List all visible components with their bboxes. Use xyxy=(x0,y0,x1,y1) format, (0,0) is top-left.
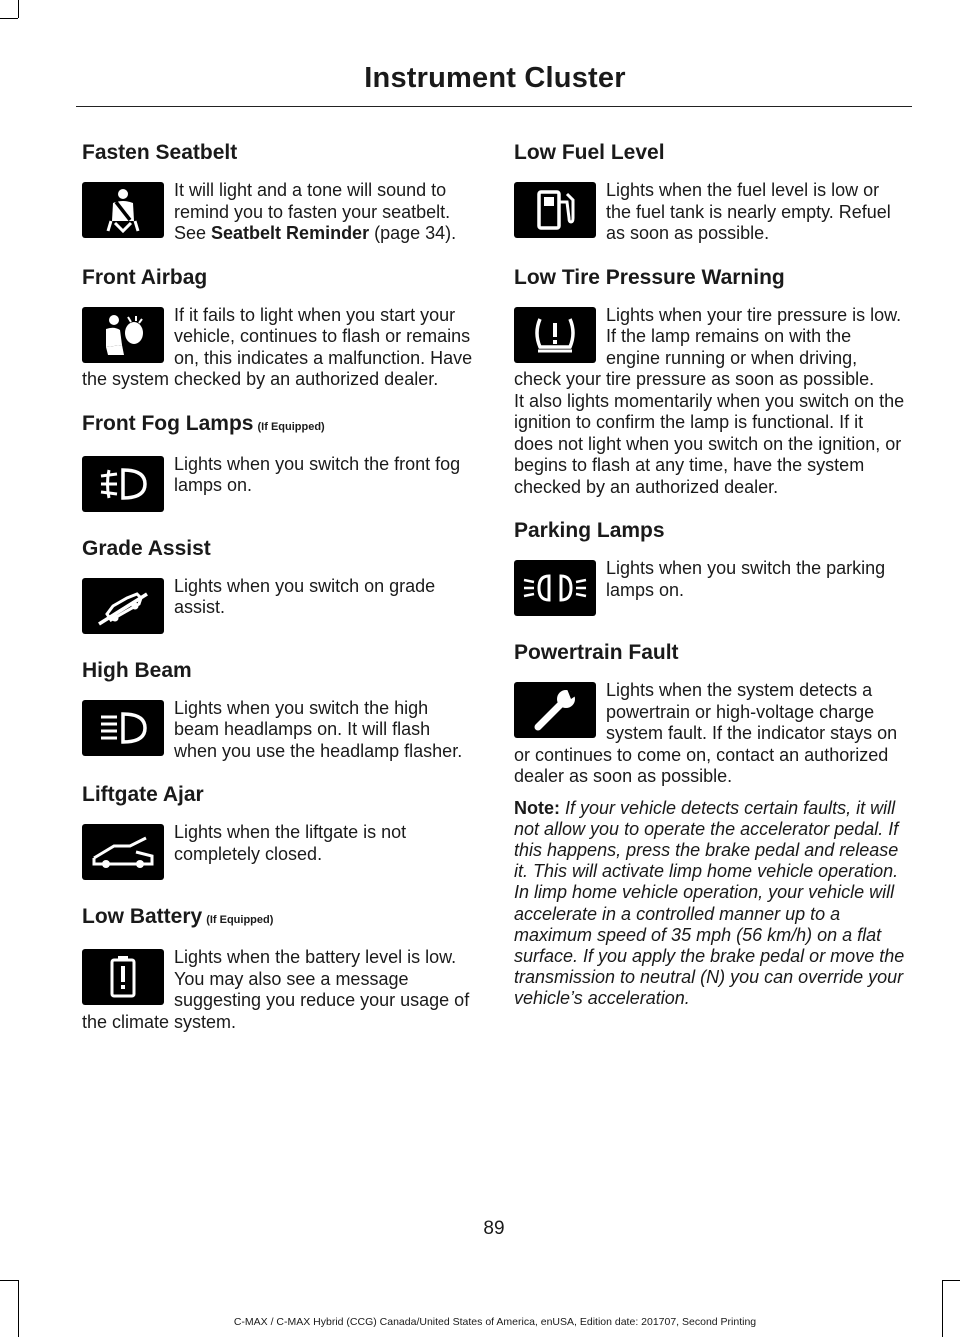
note xyxy=(514,798,906,1010)
section-title: Front Airbag xyxy=(82,265,208,289)
section-title: High Beam xyxy=(82,658,192,682)
if-equipped-label: (If Equipped) xyxy=(257,420,325,433)
seatbelt-icon xyxy=(82,182,164,238)
section-text-continued: It also lights momentarily when you switch on the ignition to confirm the lamp is functional. If it does not light when you switch on the ignition, or begins to flash at any time, have the system checked by an authorized dealer. xyxy=(514,390,905,497)
liftgate-ajar-icon xyxy=(82,824,164,880)
right-column xyxy=(514,140,906,1030)
front-fog-lamp-icon xyxy=(82,456,164,512)
section-text: If it fails to light when you start your vehicle, continues to flash or remains on, this indicates a malfunction. Have the system checked by an authorized dealer. xyxy=(82,304,473,389)
crop-mark xyxy=(0,1280,18,1281)
section-text: Lights when you switch the front fog lamps on. xyxy=(174,453,461,495)
section-low-battery xyxy=(82,904,474,1033)
fuel-pump-icon xyxy=(514,182,596,238)
crop-mark xyxy=(0,18,18,19)
crop-mark xyxy=(18,0,19,18)
section-title: Fasten Seatbelt xyxy=(82,141,238,164)
section-text: Lights when the liftgate is not completely closed. xyxy=(174,822,407,864)
left-column xyxy=(82,140,474,1053)
wrench-icon xyxy=(514,682,596,738)
crop-mark xyxy=(942,1280,943,1337)
if-equipped-label: (If Equipped) xyxy=(206,914,274,926)
section-text: It will light and a tone will sound to remind you to fasten your seatbelt. See Seatbelt Reminder (page 34). xyxy=(174,180,457,243)
crop-mark xyxy=(942,1280,960,1281)
note-text: If your vehicle detects certain faults, it will not allow you to operate the accelerator pedal. If this happens, press the brake pedal and release it. This will activate limp home vehicle operation. In limp home vehicle operation, your vehicle will accelerate in a controlled manner up to a maximum speed of 35 mph (56 km/h) on a flat surface. If you apply the brake pedal or move the transmission to neutral (N) you can override your vehicle’s acceleration. xyxy=(514,797,905,1009)
section-high-beam xyxy=(82,658,474,763)
section-title: Low Battery (If Equipped) xyxy=(82,905,274,928)
section-title: Front Fog Lamps (If Equipped) xyxy=(82,411,325,435)
tire-pressure-icon xyxy=(514,307,596,363)
section-front-fog-lamps xyxy=(82,411,474,516)
section-text: Lights when your tire pressure is low. If the lamp remains on with the engine running or when driving, check your tire pressure as soon as possible. xyxy=(514,304,902,389)
section-title: Grade Assist xyxy=(82,536,211,560)
page-title: Instrument Cluster xyxy=(364,62,626,94)
airbag-icon xyxy=(82,307,164,363)
section-low-tire-pressure-warning xyxy=(514,265,906,499)
section-grade-assist xyxy=(82,536,474,638)
low-battery-icon xyxy=(82,949,164,1005)
section-front-airbag xyxy=(82,265,474,391)
section-powertrain-fault xyxy=(514,640,906,1010)
section-title: Parking Lamps xyxy=(514,519,665,542)
note-label: Note: xyxy=(514,797,560,818)
section-text: Lights when the fuel level is low or the fuel tank is nearly empty. Refuel as soon as possible. xyxy=(606,180,891,243)
section-text: Lights when the system detects a powertrain or high-voltage charge system fault. If the indicator stays on or continues to come on, contact an authorized dealer as soon as possible. xyxy=(514,680,898,786)
section-liftgate-ajar xyxy=(82,782,474,884)
header-divider xyxy=(76,106,912,107)
parking-lamps-icon xyxy=(514,560,596,616)
page-number: 89 xyxy=(483,1218,505,1239)
section-text: Lights when you switch on grade assist. xyxy=(174,575,436,617)
section-title: Liftgate Ajar xyxy=(82,783,204,806)
section-title: Low Tire Pressure Warning xyxy=(514,265,785,289)
section-text: Lights when the battery level is low. You may also see a message suggesting you reduce your usage of the climate system. xyxy=(82,947,470,1032)
section-title: Low Fuel Level xyxy=(514,141,665,164)
high-beam-icon xyxy=(82,700,164,756)
section-low-fuel-level xyxy=(514,140,906,245)
crop-mark xyxy=(18,1280,19,1337)
cross-reference: Seatbelt Reminder xyxy=(211,223,370,243)
section-title: Powertrain Fault xyxy=(514,641,679,664)
section-text: Lights when you switch the high beam headlamps on. It will flash when you use the headlamp flasher. xyxy=(174,697,463,761)
edition-footer: C-MAX / C-MAX Hybrid (CCG) Canada/United States of America, enUSA, Edition date: 201707, Second Printing xyxy=(233,1316,757,1328)
section-text: Lights when you switch the parking lamps on. xyxy=(606,558,886,600)
grade-assist-icon xyxy=(82,578,164,634)
section-fasten-seatbelt xyxy=(82,140,474,245)
section-parking-lamps xyxy=(514,518,906,620)
